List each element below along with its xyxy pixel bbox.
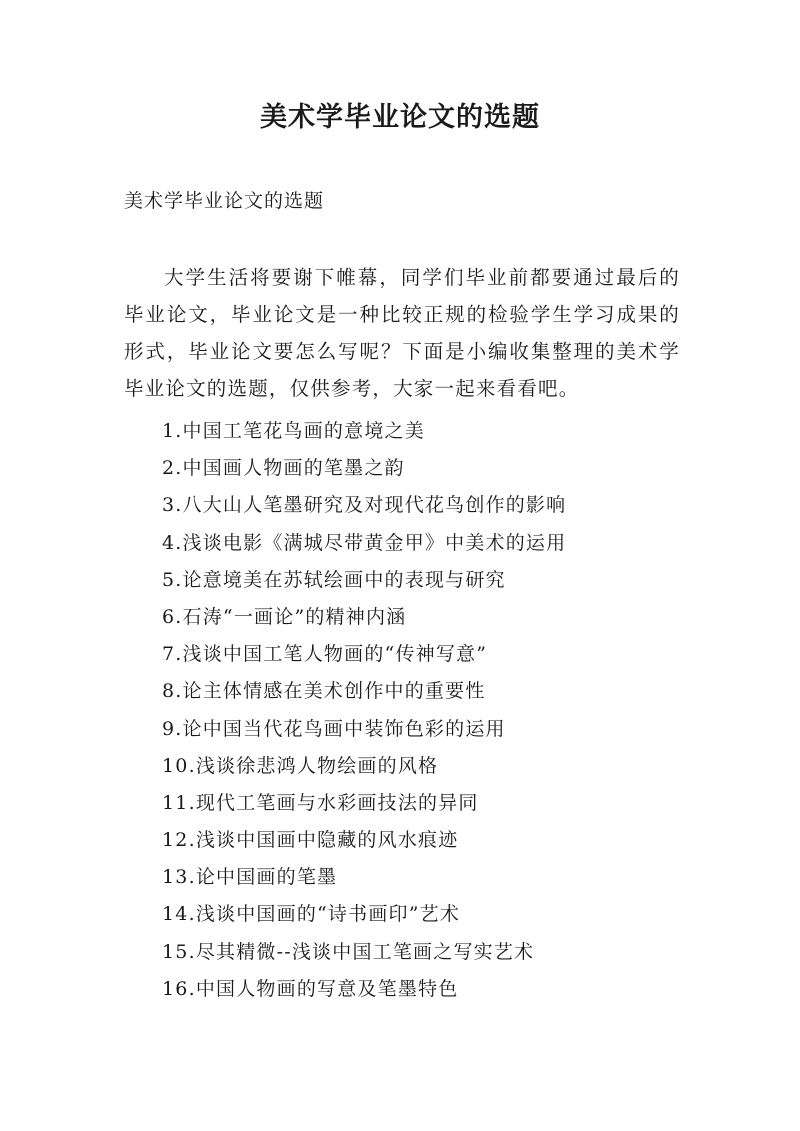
topic-list bbox=[162, 413, 566, 1008]
list-item: 2.中国画人物画的笔墨之韵 bbox=[162, 457, 405, 480]
list-item: 7.浅谈中国工笔人物画的“传神写意” bbox=[162, 643, 488, 666]
list-item: 9.论中国当代花鸟画中装饰色彩的运用 bbox=[162, 717, 506, 740]
list-item: 16.中国人物画的写意及笔墨特色 bbox=[162, 977, 459, 1000]
list-item: 1.中国工笔花鸟画的意境之美 bbox=[162, 420, 425, 442]
list-item: 11.现代工笔画与水彩画技法的异同 bbox=[162, 791, 479, 814]
list-item: 6.石涛“一画论”的精神内涵 bbox=[162, 605, 407, 628]
list-item: 10.浅谈徐悲鸿人物绘画的风格 bbox=[162, 754, 439, 777]
list-item: 5.论意境美在苏轼绘画中的表现与研究 bbox=[162, 568, 506, 591]
document-title: 美术学毕业论文的选题 bbox=[260, 102, 540, 133]
intro-paragraph: 大学生活将要谢下帷幕，同学们毕业前都要通过最后的毕业论文，毕业论文是一种比较正规的检验学生学习成果的形式，毕业论文要怎么写呢？下面是小编收集整理的美术学毕业论文的选题，仅供参考，大家一起来看看吧。 bbox=[124, 266, 680, 400]
document-subtitle: 美术学毕业论文的选题 bbox=[124, 190, 325, 212]
list-item: 15.尽其精微--浅谈中国工笔画之写实艺术 bbox=[162, 940, 535, 963]
list-item: 8.论主体情感在美术创作中的重要性 bbox=[162, 680, 486, 703]
list-item: 12.浅谈中国画中隐藏的风水痕迹 bbox=[162, 829, 459, 852]
list-item: 14.浅谈中国画的“诗书画印”艺术 bbox=[162, 903, 461, 926]
list-item: 4.浅谈电影《满城尽带黄金甲》中美术的运用 bbox=[162, 531, 567, 554]
list-item: 13.论中国画的笔墨 bbox=[162, 866, 338, 889]
list-item: 3.八大山人笔墨研究及对现代花鸟创作的影响 bbox=[162, 494, 567, 517]
